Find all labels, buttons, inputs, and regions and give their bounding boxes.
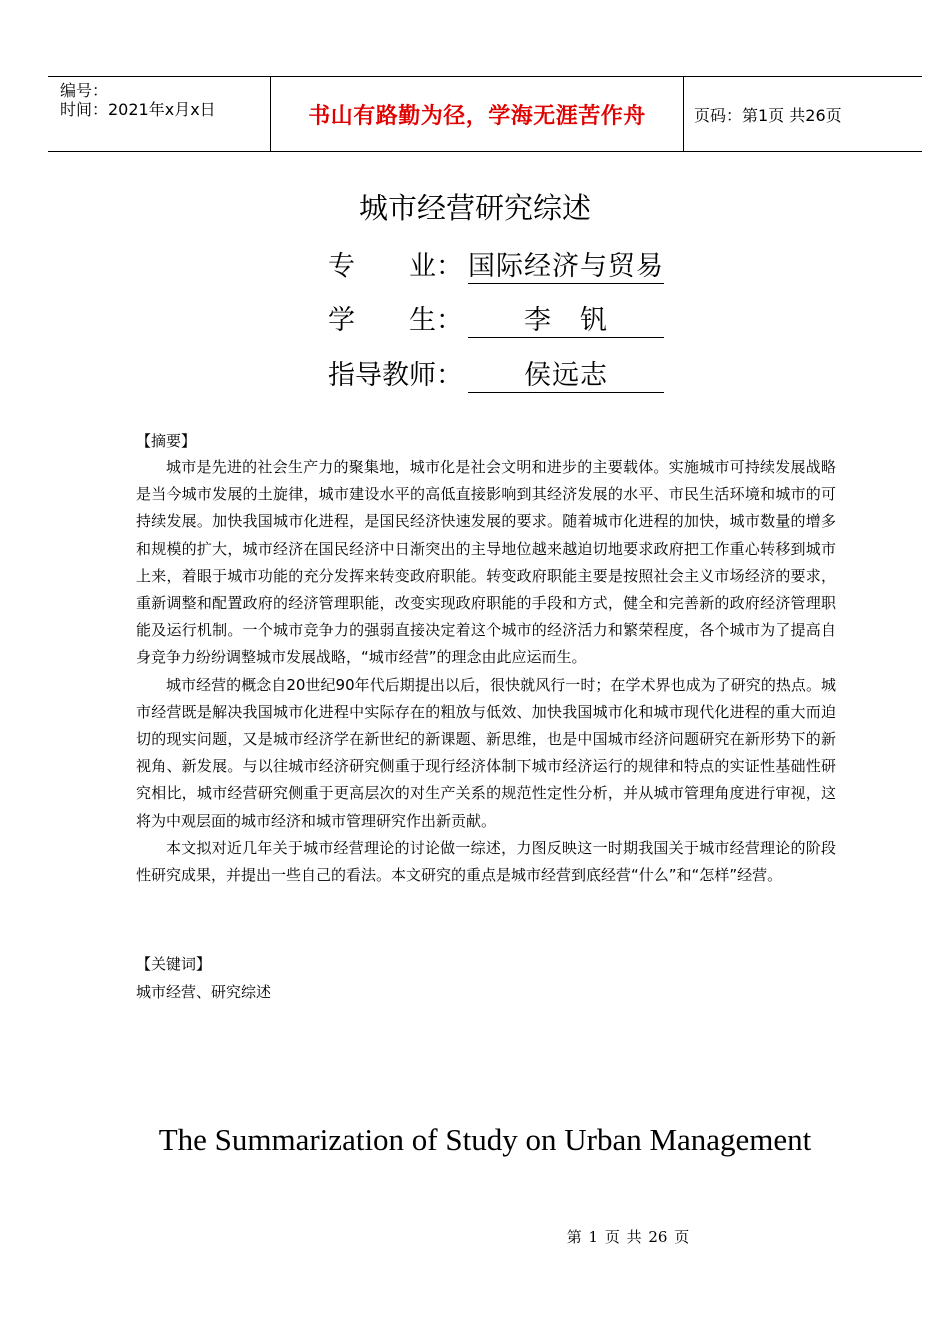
abstract-body: [136, 454, 836, 889]
header-table: [48, 76, 922, 152]
student-value: 李 钒: [468, 298, 664, 338]
page-info: 页码：第1页 共26页: [694, 105, 842, 125]
document-title: 城市经营研究综述: [358, 191, 591, 225]
abstract-label: 【摘要】: [136, 432, 197, 450]
advisor-value: 侯远志: [468, 353, 664, 393]
major-label: 专 业：: [328, 251, 463, 282]
header-left-cell: [48, 77, 271, 151]
english-title: The Summarization of Study on Urban Management: [158, 1122, 812, 1157]
keywords-value: 城市经营、研究综述: [136, 983, 272, 1001]
time-label: 时间：2021年x月x日: [60, 100, 216, 119]
keywords-label: 【关键词】: [136, 955, 212, 973]
abstract-paragraph: 本文拟对近几年关于城市经营理论的讨论做一综述，力图反映这一时期我国关于城市经营理论的阶段性研究成果，并提出一些自己的看法。本文研究的重点是城市经营到底经营“什么”和“怎样”经营。: [136, 838, 836, 885]
abstract-paragraph: 城市是先进的社会生产力的聚集地，城市化是社会文明和进步的主要载体。实施城市可持续发展战略是当今城市发展的土旋律，城市建设水平的高低直接影响到其经济发展的水平、市民生活环境和城市的可持续发展。加快我国城市化进程，是国民经济快速发展的要求。随着城市化进程的加快，城市数量的增多和规模的扩大，城市经济在国民经济中日渐突出的主导地位越来越迫切地要求政府把工作重心转移到城市上来，着眼于城市功能的充分发挥来转变政府职能。转变政府职能主要是按照社会主义市场经济的要求，重新调整和配置政府的经济管理职能，改变实现政府职能的手段和方式，健全和完善新的政府经济管理职能及运行机制。一个城市竞争力的强弱直接决定着这个城市的经济活力和繁荣程度，各个城市为了提高自身竞争力纷纷调整城市发展战略，“城市经营”的理念由此应运而生。: [136, 458, 836, 667]
header-motto-cell: [271, 77, 684, 151]
abstract-paragraph: 城市经营的概念自20世纪90年代后期提出以后，很快就风行一时；在学术界也成为了研究的热点。城市经营既是解决我国城市化进程中实际存在的粗放与低效、加快我国城市化和城市现代化进程的重大而迫切的现实问题，又是城市经济学在新世纪的新课题、新思维，也是中国城市经济问题研究在新形势下的新视角、新发展。与以往城市经济研究侧重于现行经济体制下城市经济运行的规律和特点的实证性基础性研究相比，城市经营研究侧重于更高层次的对生产关系的规范性定性分析，并从城市管理角度进行审视，这将为中观层面的城市经济和城市管理研究作出新贡献。: [136, 675, 836, 830]
page-footer: 第 1 页 共 26 页: [566, 1228, 690, 1246]
motto: 书山有路勤为径，学海无涯苦作舟: [308, 103, 646, 129]
advisor-label: 指导教师：: [328, 360, 463, 391]
header-page-cell: [684, 77, 922, 151]
major-value: 国际经济与贸易: [468, 244, 664, 284]
serial-label: 编号：: [60, 81, 109, 100]
student-label: 学 生：: [328, 305, 463, 336]
